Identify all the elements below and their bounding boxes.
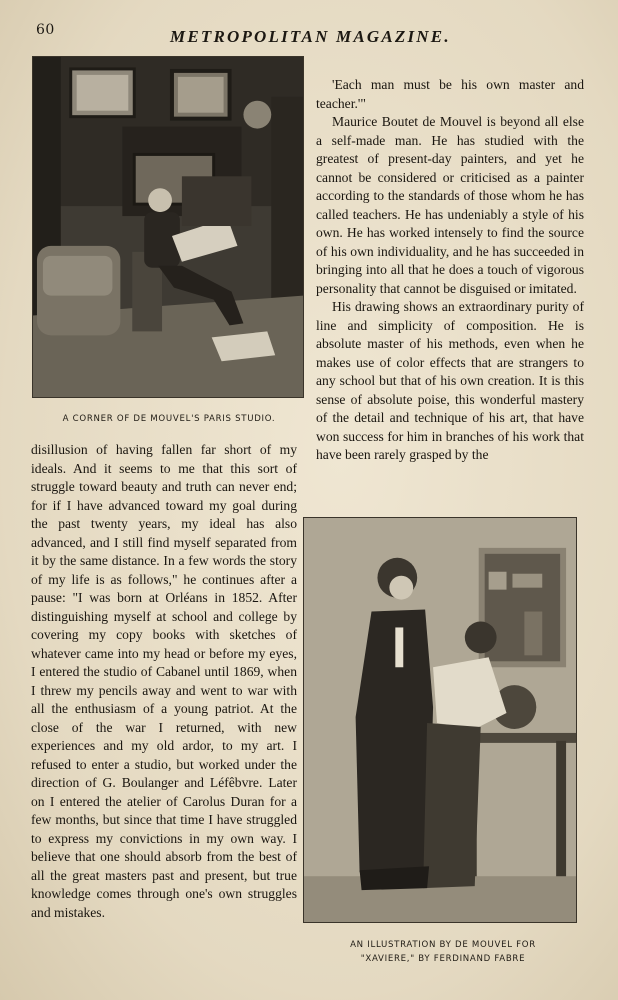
illustration-image <box>304 518 576 922</box>
illustration-caption-line2: "XAVIERE," BY FERDINAND FABRE <box>360 954 526 964</box>
page-number: 60 <box>36 22 55 38</box>
right-column-text <box>316 76 584 465</box>
studio-photo-image <box>33 57 303 397</box>
life-story-paragraph: disillusion of having fallen far short of my ideals. And it seems to me that this sort of struggle toward beauty and truth can never end; for if I have advanced toward my goal during the past twenty years, my ideal has also advanced, and I still find myself separated from it by the same distance. In a few words the story of my life is as follows," he continues after a pause: "I was born at Orléans in 1852. After distinguishing myself at school and college by covering my copy books with sketches of whatever came into my head or before my eyes, I entered the studio of Cabanel until 1869, when I threw my pencils away and went to war with all the enthusiasm of a young patriot. At the close of the war I returned, with new experiences and my old ardor, to my art. I refused to enter a studio, but worked under the direction of G. Boulanger and Léfêbvre. Later on I entered the atelier of Carolus Duran for a few months, but since that time I have struggled to express my convictions in my own way. I believe that one should absorb from the best of all the great masters past and present, but true knowledge comes through one's own struggles and mistakes. <box>31 442 297 920</box>
left-column-text <box>31 441 297 922</box>
magazine-title: METROPOLITAN MAGAZINE. <box>170 27 451 46</box>
xaviere-illustration <box>303 517 577 923</box>
self-made-man-paragraph: Maurice Boutet de Mouvel is beyond all else a self-made man. He has studied with the greatest of present-day painters, and yet he cannot be considered or criticised as a painter according to the standards of those whom he has called teachers. He has undeniably a style of his own. He has worked intensely to find the source of his own individuality, and he has succeeded in bringing into all that he does a touch of vigorous personality that cannot be disguised or imitated. <box>316 114 584 296</box>
illustration-caption-line1: AN ILLUSTRATION BY DE MOUVEL FOR <box>350 940 536 950</box>
drawing-purity-paragraph: His drawing shows an extraordinary purity of line and simplicity of composition. He is absolute master of his methods, even when he makes use of color effects that are strangers to any school but that of his own creation. It is this sense of absolute poise, this wonderful mastery of the detail and technique of his art, that have won success for him in branches of his work that have been rarely grasped by the <box>316 299 584 462</box>
studio-photograph <box>32 56 304 398</box>
studio-photo-caption: A CORNER OF DE MOUVEL'S PARIS STUDIO. <box>62 414 276 424</box>
quote-ending-paragraph: 'Each man must be his own master and teacher.'" <box>316 77 584 111</box>
